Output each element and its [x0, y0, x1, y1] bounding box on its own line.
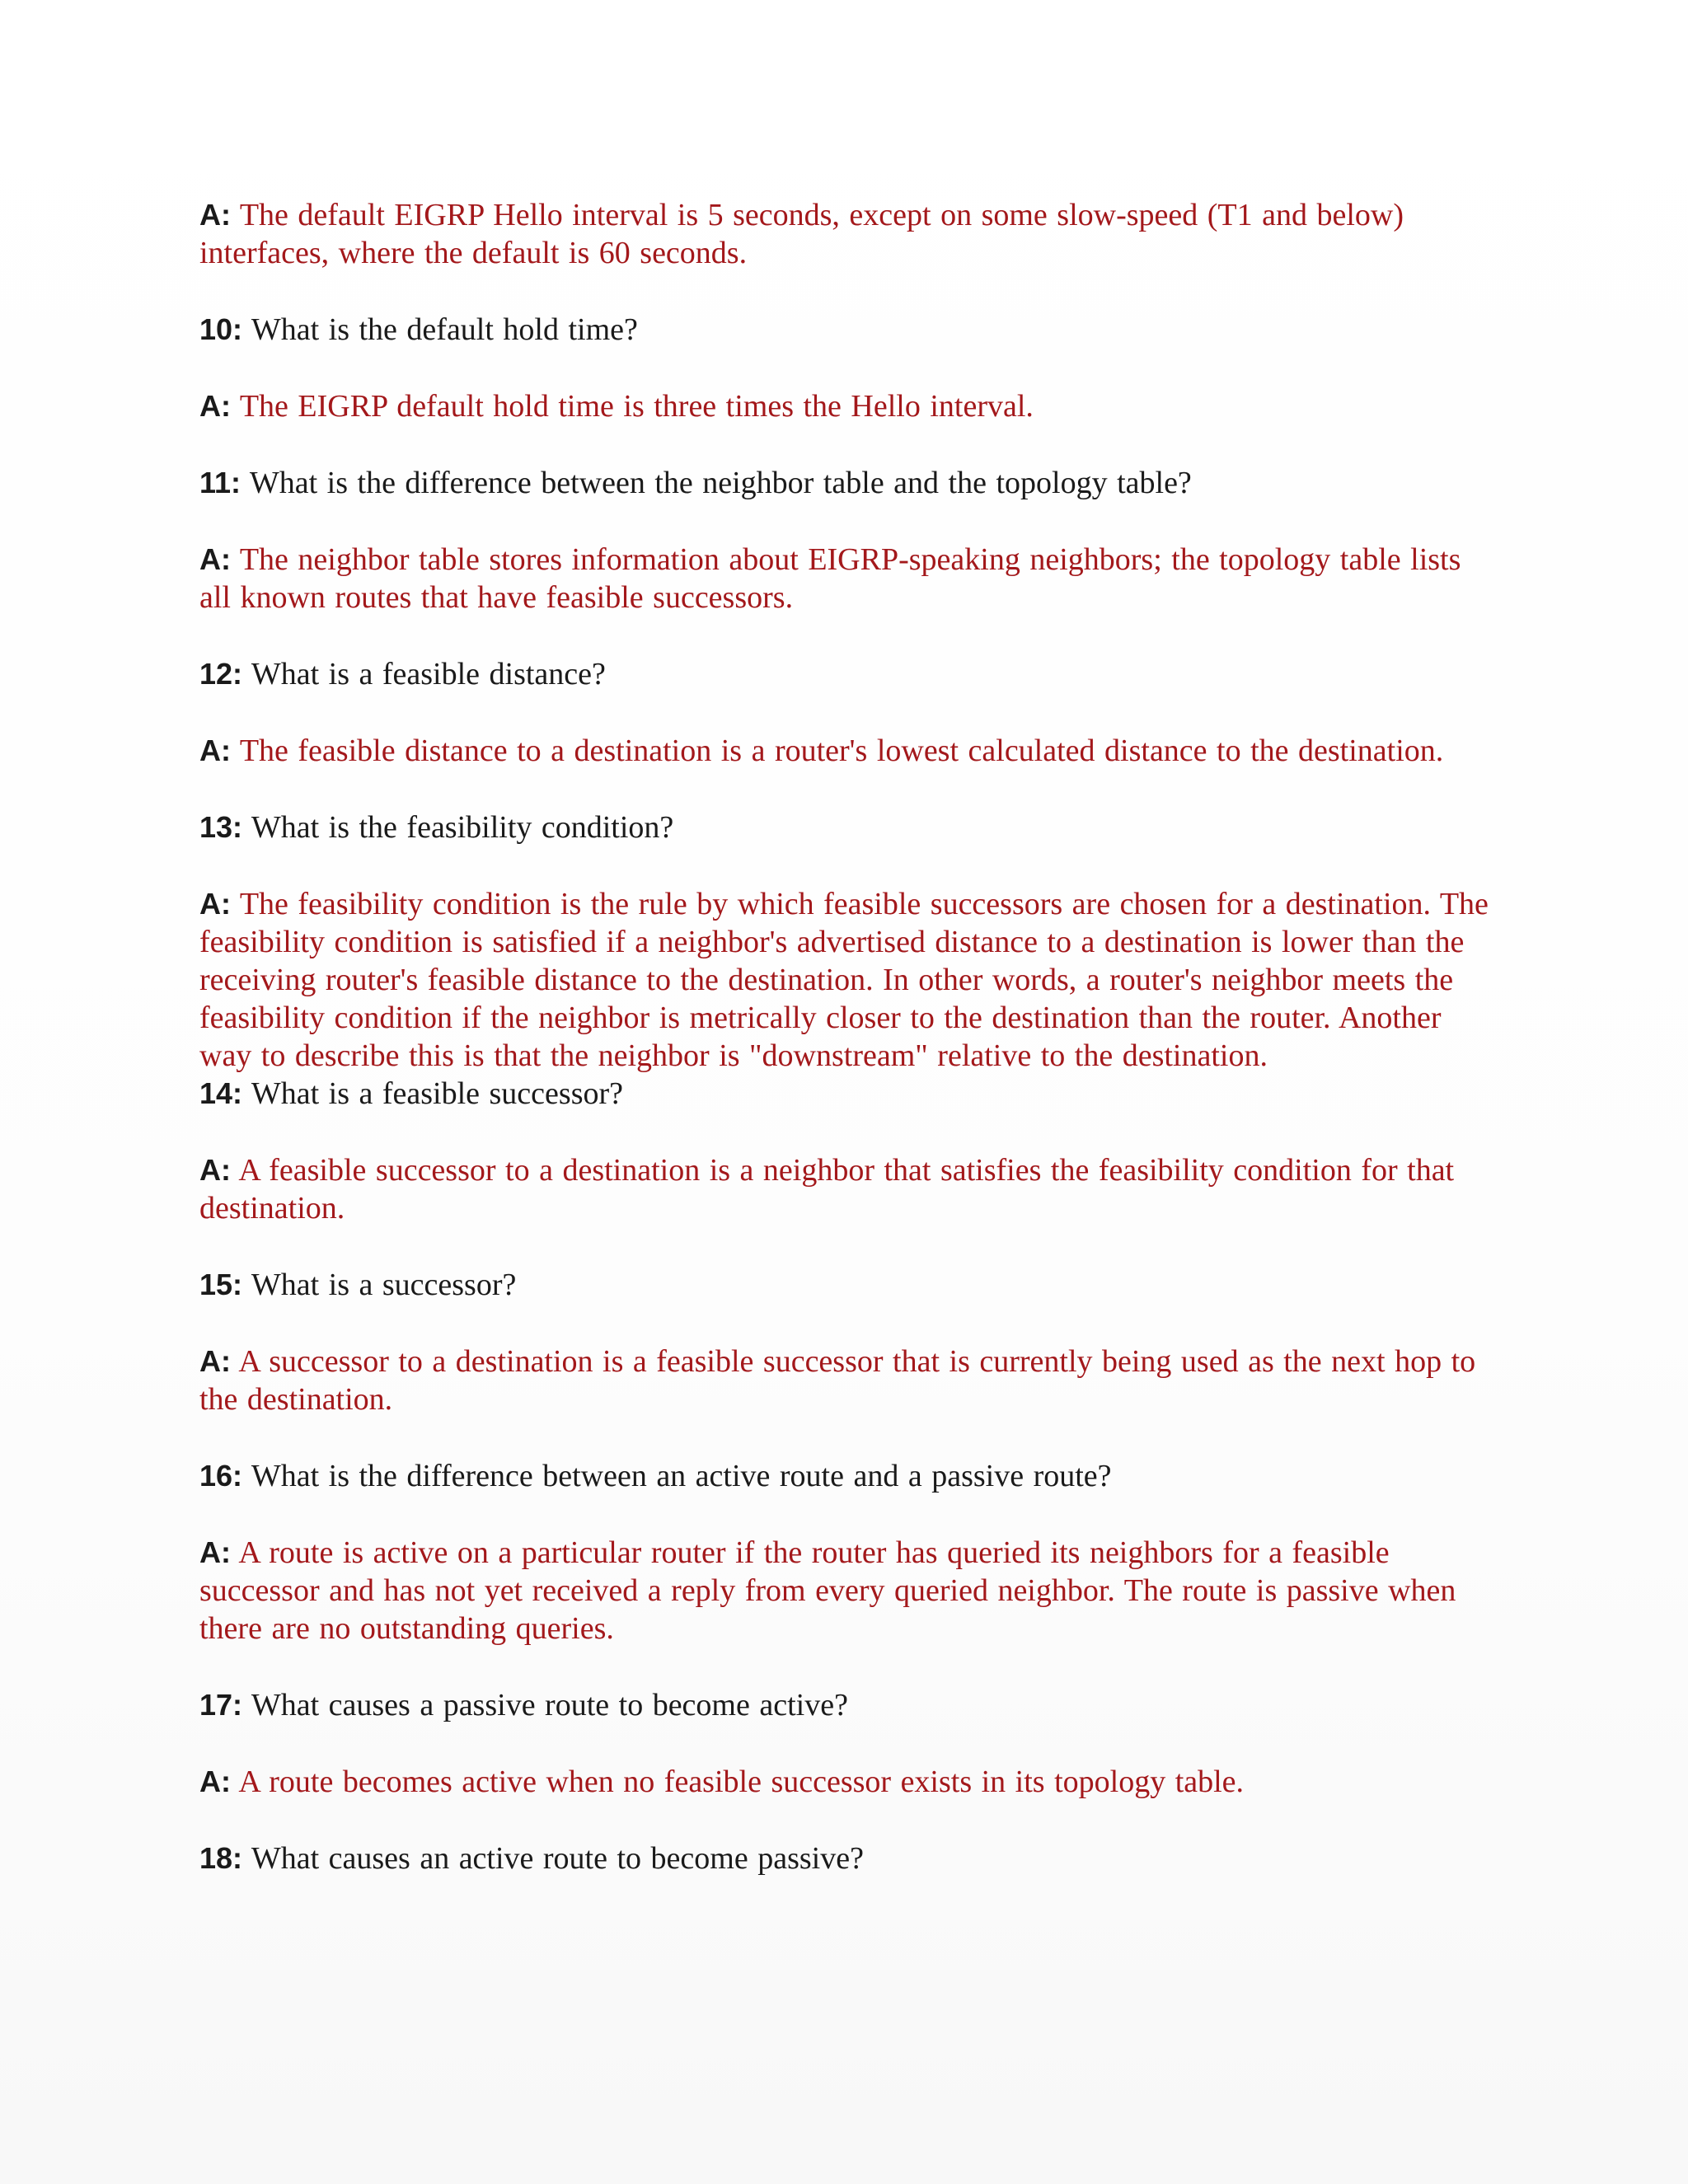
answer-text: A successor to a destination is a feasible successor that is currently being used as the next hop to the destination. — [199, 1344, 1476, 1417]
question-12 — [199, 655, 1493, 693]
question-text: What is a feasible distance? — [251, 657, 606, 691]
question-text: What causes a passive route to become active? — [251, 1688, 848, 1722]
answer-text: The feasible distance to a destination is a router's lowest calculated distance to the destination. — [239, 733, 1444, 768]
question-number: 16: — [199, 1459, 243, 1493]
answer-14 — [199, 1151, 1493, 1227]
answer-text: A feasible successor to a destination is a neighbor that satisfies the feasibility condition for that destination. — [199, 1153, 1455, 1226]
answer-16 — [199, 1534, 1493, 1647]
qa-content — [199, 196, 1493, 1877]
question-number: 12: — [199, 657, 243, 691]
answer-15 — [199, 1343, 1493, 1418]
answer-12 — [199, 732, 1493, 770]
answer-label: A: — [199, 542, 231, 576]
question-14 — [199, 1075, 1493, 1113]
question-17 — [199, 1686, 1493, 1724]
question-13 — [199, 808, 1493, 846]
question-number: 17: — [199, 1688, 243, 1722]
question-text: What is the difference between the neighbor table and the topology table? — [249, 466, 1192, 500]
question-text: What is the default hold time? — [251, 312, 638, 347]
answer-label: A: — [199, 1535, 231, 1569]
answer-label: A: — [199, 1344, 231, 1378]
question-number: 13: — [199, 810, 243, 844]
answer-label: A: — [199, 1153, 231, 1187]
question-number: 10: — [199, 312, 243, 346]
answer-17 — [199, 1763, 1493, 1801]
question-number: 18: — [199, 1841, 243, 1875]
answer-text: The EIGRP default hold time is three times the Hello interval. — [239, 389, 1034, 424]
answer-9 — [199, 196, 1493, 272]
answer-label: A: — [199, 1765, 231, 1798]
question-number: 11: — [199, 466, 241, 499]
question-text: What is a feasible successor? — [251, 1076, 624, 1111]
answer-label: A: — [199, 733, 231, 767]
answer-10 — [199, 387, 1493, 425]
question-11 — [199, 464, 1493, 502]
question-text: What is the difference between an active route and a passive route? — [251, 1459, 1112, 1493]
question-10 — [199, 311, 1493, 349]
question-number: 15: — [199, 1268, 243, 1301]
answer-label: A: — [199, 389, 231, 423]
answer-text: The feasibility condition is the rule by which feasible successors are chosen for a destination. The feasibility condition is satisfied if a neighbor's advertised distance to a destination is lower than the receiving router's feasible distance to the destination. In other words, a router's neighbor meets the feasibility condition if the neighbor is metrically closer to the destination than the router. Another way to describe this is that the neighbor is "downstream" relative to the destination. — [199, 887, 1489, 1073]
answer-text: A route becomes active when no feasible successor exists in its topology table. — [238, 1765, 1245, 1799]
answer-label: A: — [199, 887, 231, 921]
answer-text: A route is active on a particular router if the router has queried its neighbors for a feasible successor and has not yet received a reply from every queried neighbor. The route is passive when there are no outstanding queries. — [199, 1535, 1456, 1646]
answer-11 — [199, 541, 1493, 616]
question-text: What is the feasibility condition? — [251, 810, 674, 845]
question-text: What causes an active route to become passive? — [251, 1841, 864, 1876]
question-18 — [199, 1840, 1493, 1877]
answer-text: The default EIGRP Hello interval is 5 seconds, except on some slow-speed (T1 and below) interfaces, where the default is 60 seconds. — [199, 198, 1404, 270]
question-number: 14: — [199, 1076, 243, 1110]
question-15 — [199, 1266, 1493, 1304]
answer-text: The neighbor table stores information about EIGRP-speaking neighbors; the topology table lists all known routes that have feasible successors. — [199, 542, 1461, 615]
question-text: What is a successor? — [251, 1268, 517, 1302]
answer-13 — [199, 885, 1493, 1075]
question-16 — [199, 1457, 1493, 1495]
answer-label: A: — [199, 198, 231, 232]
